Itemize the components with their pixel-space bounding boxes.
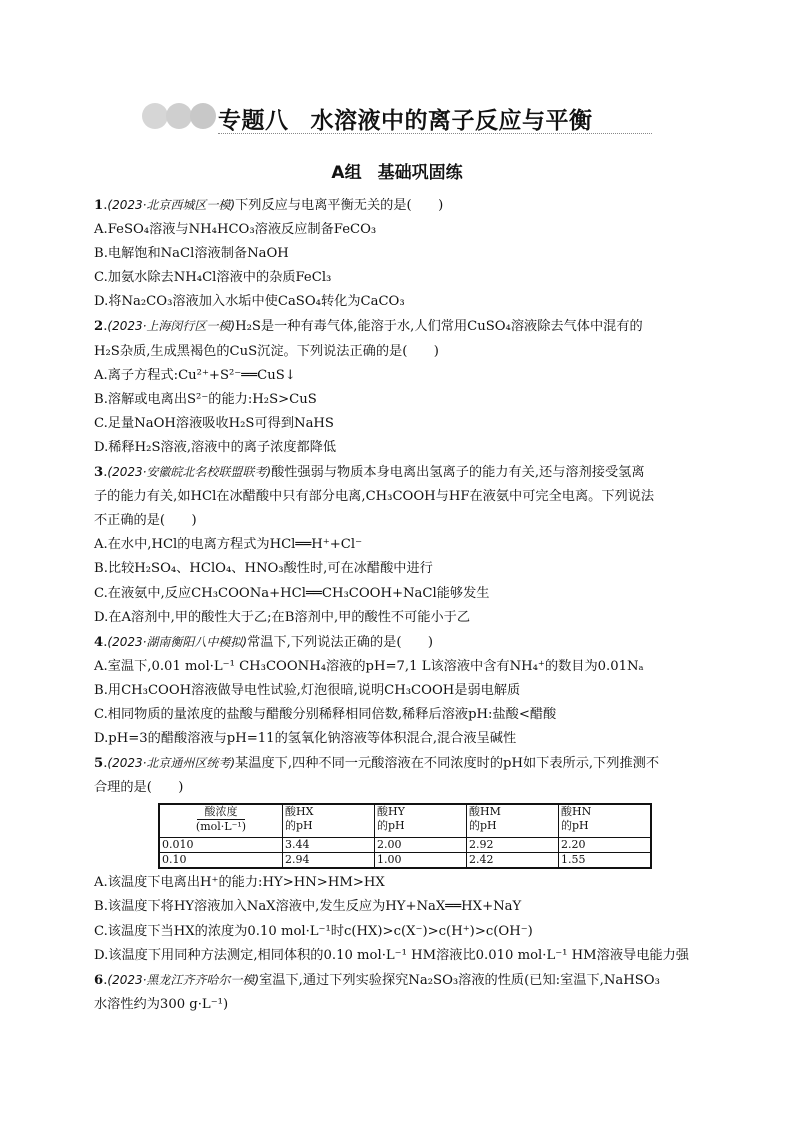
q3-option-c: C.在液氨中,反应CH₃COONa+HCl══CH₃COOH+NaCl能够发生 xyxy=(94,585,490,601)
q5-option-a: A.该温度下电离出H⁺的能力:HY>HN>HM>HX xyxy=(94,875,385,891)
q2-option-a: A.离子方程式:Cu²⁺+S²⁻══CuS↓ xyxy=(94,367,296,383)
question-list xyxy=(94,193,704,1017)
table-cell: 2.42 xyxy=(467,853,559,869)
question-6-stem-cont: 水溶性约为300 g·L⁻¹) xyxy=(94,996,229,1012)
question-source: (2023·湖南衡阳八中模拟) xyxy=(107,634,248,649)
header-line2: 的pH xyxy=(469,819,497,833)
header-underline xyxy=(218,133,652,134)
question-source: (2023·黑龙江齐齐哈尔一模) xyxy=(107,972,260,987)
table-cell: 2.00 xyxy=(375,838,467,853)
question-number: 2 xyxy=(94,319,104,335)
question-3-stem-cont2: 不正确的是( ) xyxy=(94,513,197,529)
table-header-cell xyxy=(467,804,559,838)
table-corner-cell xyxy=(159,804,283,838)
header-line1: 酸HY xyxy=(377,805,405,819)
q3-option-a: A.在水中,HCl的电离方程式为HCl══H⁺+Cl⁻ xyxy=(94,537,363,553)
group-title xyxy=(0,158,794,183)
q3-option-d: D.在A溶剂中,甲的酸性大于乙;在B溶剂中,甲的酸性不可能小于乙 xyxy=(94,609,471,625)
question-number: 1 xyxy=(94,198,104,213)
question-source: (2023·北京通州区统考) xyxy=(107,756,236,771)
table-header-cell xyxy=(375,804,467,838)
decorative-dots xyxy=(140,103,220,129)
question-2-stem: 2.(2023·上海闵行区一模)H₂S是一种有毒气体,能溶于水,人们常用CuSO₄溶液除去气体中混有的 xyxy=(94,319,643,335)
q4-option-d: D.pH=3的醋酸溶液与pH=11的氢氧化钠溶液等体积混合,混合液呈碱性 xyxy=(94,731,517,747)
table-cell: 2.20 xyxy=(559,838,652,853)
q4-option-c: C.相同物质的量浓度的盐酸与醋酸分别稀释相同倍数,稀释后溶液pH:盐酸<醋酸 xyxy=(94,706,557,722)
corner-label-bottom: (mol·L⁻¹) xyxy=(195,820,247,834)
q1-option-c: C.加氨水除去NH₄Cl溶液中的杂质FeCl₃ xyxy=(94,270,332,286)
question-source: (2023·安徽皖北名校联盟联考) xyxy=(107,465,272,480)
question-5-stem: 5.(2023·北京通州区统考)某温度下,四种不同一元酸溶液在不同浓度时的pH如下表所示,下列推测不 xyxy=(94,756,660,772)
question-source: (2023·上海闵行区一模) xyxy=(107,319,236,334)
question-1-stem: 1.(2023·北京西城区一模)下列反应与电离平衡无关的是( ) xyxy=(94,198,444,213)
question-5-stem-cont: 合理的是( ) xyxy=(94,780,184,796)
question-4-stem: 4.(2023·湖南衡阳八中模拟)常温下,下列说法正确的是( ) xyxy=(94,634,434,650)
question-text: 下列反应与电离平衡无关的是( ) xyxy=(235,198,444,213)
group-name: 基础巩固练 xyxy=(377,163,463,183)
table-cell: 1.55 xyxy=(559,853,652,869)
dot-icon xyxy=(190,103,216,129)
q2-option-d: D.稀释H₂S溶液,溶液中的离子浓度都降低 xyxy=(94,439,337,455)
table-cell: 0.010 xyxy=(159,838,283,853)
header-line1: 酸HN xyxy=(561,805,592,819)
question-text: 室温下,通过下列实验探究Na₂SO₃溶液的性质(已知:室温下,NaHSO₃ xyxy=(259,972,660,988)
header-line2: 的pH xyxy=(377,819,405,833)
q5-option-d: D.该温度下用同种方法测定,相同体积的0.10 mol·L⁻¹ HM溶液比0.010 mol·L⁻¹ HM溶液导电能力强 xyxy=(94,947,689,963)
dot-icon xyxy=(142,103,168,129)
q2-option-b: B.溶解或电离出S²⁻的能力:H₂S>CuS xyxy=(94,391,317,407)
table-row xyxy=(159,853,651,869)
table-header-cell xyxy=(283,804,375,838)
ph-table xyxy=(158,803,652,869)
question-number: 5 xyxy=(94,756,104,772)
header-line2: 的pH xyxy=(561,819,589,833)
question-text: H₂S是一种有毒气体,能溶于水,人们常用CuSO₄溶液除去气体中混有的 xyxy=(235,319,643,335)
question-3-stem-cont: 子的能力有关,如HCl在冰醋酸中只有部分电离,CH₃COOH与HF在液氨中可完全电离。下列说法 xyxy=(94,489,655,505)
q2-option-c: C.足量NaOH溶液吸收H₂S可得到NaHS xyxy=(94,415,334,431)
dot-icon xyxy=(166,103,192,129)
question-2-stem-cont: H₂S杂质,生成黑褐色的CuS沉淀。下列说法正确的是( ) xyxy=(94,343,439,359)
ph-table-wrapper xyxy=(158,803,704,869)
q5-option-c: C.该温度下当HX的浓度为0.10 mol·L⁻¹时c(HX)>c(X⁻)>c(H⁺)>c(OH⁻) xyxy=(94,923,533,939)
q5-option-b: B.该温度下将HY溶液加入NaX溶液中,发生反应为HY+NaX══HX+NaY xyxy=(94,899,522,915)
question-3-stem: 3.(2023·安徽皖北名校联盟联考)酸性强弱与物质本身电离出氢离子的能力有关,还与溶剂接受氢离 xyxy=(94,465,645,481)
question-6-stem: 6.(2023·黑龙江齐齐哈尔一模)室温下,通过下列实验探究Na₂SO₃溶液的性质(已知:室温下,NaHSO₃ xyxy=(94,972,660,988)
corner-label-top: 酸浓度 xyxy=(197,805,245,820)
question-source: (2023·北京西城区一模) xyxy=(107,198,236,212)
table-cell: 3.44 xyxy=(283,838,375,853)
group-label: A组 xyxy=(331,163,362,183)
header-line1: 酸HM xyxy=(469,805,501,819)
question-number: 6 xyxy=(94,972,104,988)
question-text: 某温度下,四种不同一元酸溶液在不同浓度时的pH如下表所示,下列推测不 xyxy=(235,756,660,772)
table-cell: 0.10 xyxy=(159,853,283,869)
question-number: 4 xyxy=(94,634,104,650)
header-line2: 的pH xyxy=(285,819,313,833)
table-cell: 1.00 xyxy=(375,853,467,869)
chapter-title xyxy=(218,102,593,135)
chapter-name: 水溶液中的离子反应与平衡 xyxy=(310,108,593,134)
q1-option-a: A.FeSO₄溶液与NH₄HCO₃溶液反应制备FeCO₃ xyxy=(94,222,377,238)
q4-option-a: A.室温下,0.01 mol·L⁻¹ CH₃COONH₄溶液的pH=7,1 L该溶液中含有NH₄⁺的数目为0.01Nₐ xyxy=(94,658,644,674)
table-row xyxy=(159,838,651,853)
question-text: 酸性强弱与物质本身电离出氢离子的能力有关,还与溶剂接受氢离 xyxy=(271,465,645,481)
question-number: 3 xyxy=(94,465,104,481)
table-cell: 2.94 xyxy=(283,853,375,869)
header-line1: 酸HX xyxy=(285,805,314,819)
table-cell: 2.92 xyxy=(467,838,559,853)
q4-option-b: B.用CH₃COOH溶液做导电性试验,灯泡很暗,说明CH₃COOH是弱电解质 xyxy=(94,682,521,698)
question-text: 常温下,下列说法正确的是( ) xyxy=(247,634,434,650)
table-header-cell xyxy=(559,804,652,838)
q1-option-d: D.将Na₂CO₃溶液加入水垢中使CaSO₄转化为CaCO₃ xyxy=(94,294,405,310)
chapter-number: 专题八 xyxy=(218,108,289,134)
chapter-header xyxy=(140,100,652,134)
table-header-row xyxy=(159,804,651,838)
q3-option-b: B.比较H₂SO₄、HClO₄、HNO₃酸性时,可在冰醋酸中进行 xyxy=(94,561,433,577)
q1-option-b: B.电解饱和NaCl溶液制备NaOH xyxy=(94,246,289,262)
